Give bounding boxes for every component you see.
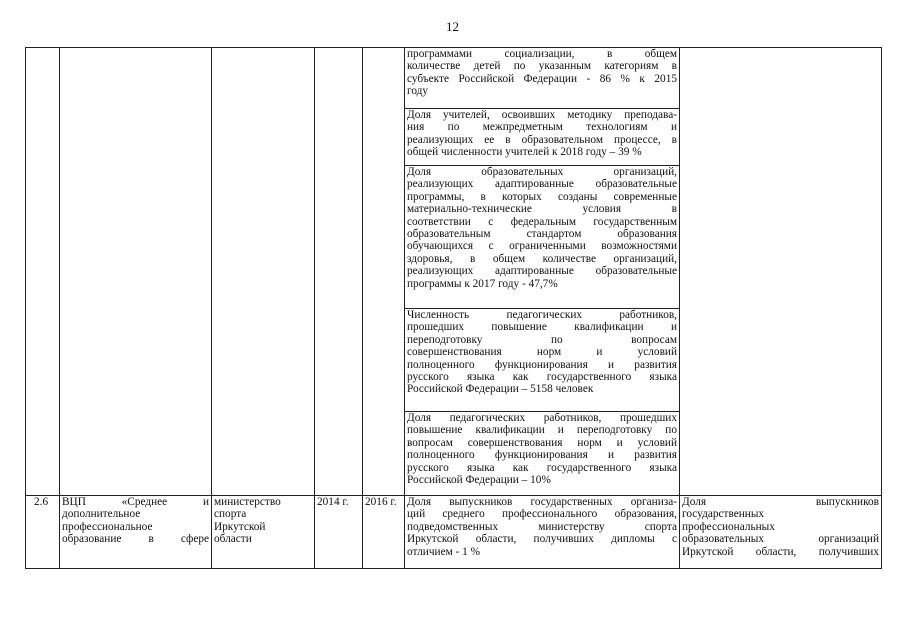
program-line: образование в сфере [62, 533, 209, 546]
result-line: профессиональных [682, 520, 775, 533]
indicator-line: ций среднего профессионального образования, [407, 508, 677, 521]
indicator-line: полноценного функционирования и развития [407, 449, 677, 462]
executor-line: Иркутской [214, 520, 266, 533]
result-cell [680, 496, 882, 569]
program-cell [60, 496, 212, 569]
indicator-line: субъекте Российской Федерации - 86 % к 2015 [407, 72, 677, 85]
program-line: дополнительное [62, 508, 141, 521]
indicator-line: Численность педагогических работников, [407, 309, 677, 321]
result-line: государственных [682, 508, 765, 521]
indicator-line: реализующих ее в образовательном процессе, в [407, 133, 677, 146]
program-table [25, 47, 882, 569]
indicator-line: отличием - 1 % [407, 545, 481, 558]
table-row-2-6 [26, 496, 882, 569]
page-number: 12 [446, 19, 459, 34]
cell-program-empty [60, 48, 212, 496]
executor-cell [212, 496, 315, 569]
indicator-line: Доля образовательных организаций, [407, 166, 677, 178]
indicator-line: образовательным стандартом образования [407, 228, 677, 241]
indicator-line: русского языка как государственного языка [407, 461, 677, 474]
row-number: 2.6 [26, 496, 60, 569]
indicator-cell [405, 48, 680, 109]
result-line: Доля выпускников [682, 496, 879, 508]
executor-line: области [214, 533, 252, 546]
indicator-line: обучающихся с ограниченными возможностями [407, 240, 677, 253]
indicator-line: русского языка как государственного языка [407, 371, 677, 384]
indicator-line: полноценного функционирования и развития [407, 358, 677, 371]
cell-start-empty [315, 48, 363, 496]
indicator-line: количестве детей по указанным категориям в [407, 60, 677, 73]
indicator-line: году [407, 85, 429, 98]
start-year: 2014 г. [315, 496, 363, 569]
indicator-line: Доля педагогических работников, прошедших [407, 412, 677, 424]
result-line: образовательных организаций [682, 533, 879, 546]
indicator-line: повышение квалификации и переподготовку по [407, 424, 677, 437]
result-line: Иркутской области, получивших [682, 545, 879, 558]
indicator-line: Доля выпускников государственных организа- [407, 496, 677, 508]
indicator-line: ния по межпредметным технологиям и [407, 121, 677, 134]
indicator-line: Российской Федерации – 5158 человек [407, 383, 594, 396]
indicator-line: прошедших повышение квалификации и [407, 321, 677, 334]
indicator-line: соответствии с федеральным государственным [407, 215, 677, 228]
indicator-line: реализующих адаптированные образовательные [407, 265, 677, 278]
cell-number-empty [26, 48, 60, 496]
indicator-line: реализующих адаптированные образовательные [407, 178, 677, 191]
indicator-line: подведомственных министерству спорта [407, 520, 677, 533]
indicator-cell [405, 109, 680, 166]
indicator-line: Доля учителей, освоивших методику преподава- [407, 109, 677, 121]
table-row [26, 48, 882, 109]
indicator-cell [405, 166, 680, 309]
indicator-line: материально-технические условия в [407, 203, 677, 216]
indicator-line: совершенствования норм и условий [407, 346, 677, 359]
indicator-cell [405, 412, 680, 496]
cell-end-empty [363, 48, 405, 496]
indicator-line: вопросам совершенствования норм и условий [407, 436, 677, 449]
indicator-line: программы к 2017 году - 47,7% [407, 277, 558, 290]
indicator-line: программы, в которых созданы современные [407, 190, 677, 203]
indicator-line: общей численности учителей к 2018 году – 39 % [407, 146, 642, 159]
indicator-line: Иркутской области, получивших дипломы с [407, 533, 677, 546]
indicator-cell [405, 496, 680, 569]
cell-result-empty [680, 48, 882, 496]
cell-executor-empty [212, 48, 315, 496]
indicator-line: переподготовку по вопросам [407, 333, 677, 346]
executor-line: министерство [214, 496, 281, 508]
indicator-cell [405, 309, 680, 412]
end-year: 2016 г. [363, 496, 405, 569]
indicator-line: здоровья, в общем количестве организаций, [407, 252, 677, 265]
program-line: ВЦП «Среднее и [62, 496, 209, 508]
executor-line: спорта [214, 508, 247, 521]
indicator-line: Российской Федерации – 10% [407, 474, 551, 487]
program-line: профессиональное [62, 520, 153, 533]
indicator-line: программами социализации, в общем [407, 48, 677, 60]
